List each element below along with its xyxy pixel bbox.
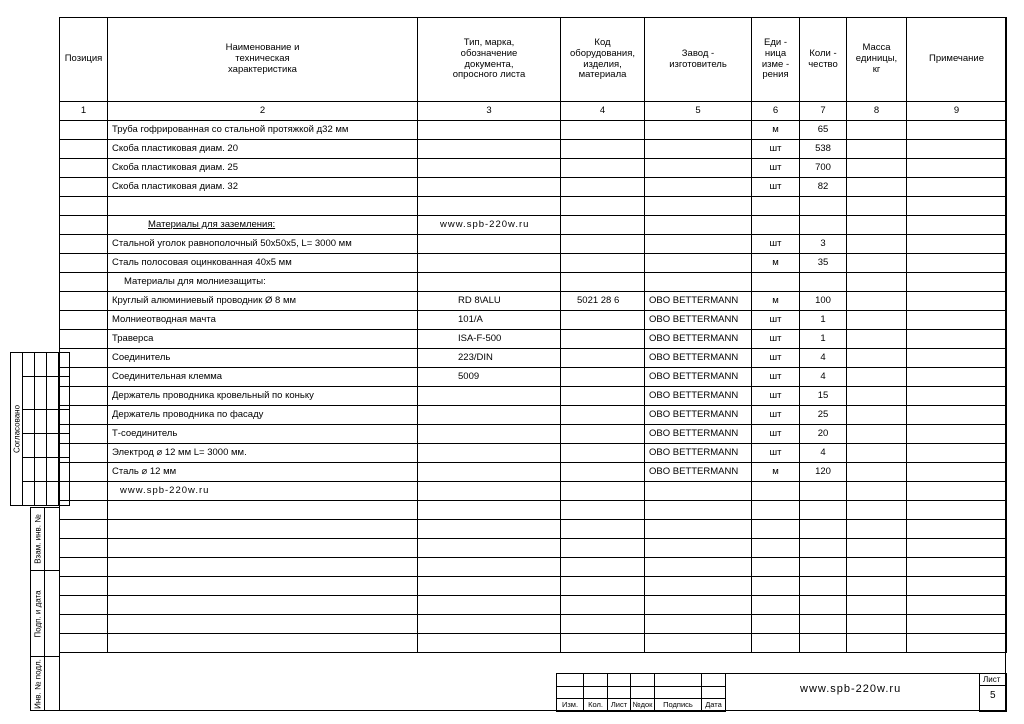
cell-unit: шт [752,406,800,425]
col-header-code: Код оборудования, изделия, материала [561,18,645,102]
cell-name: Электрод ⌀ 12 мм L= 3000 мм. [108,444,418,463]
cell-unit: шт [752,140,800,159]
cell-qty: 20 [800,425,847,444]
cell-name: Сталь ⌀ 12 мм [108,463,418,482]
col-header-position: Позиция [60,18,108,102]
cell-name: Скоба пластиковая диам. 32 [108,178,418,197]
cell-qty: 82 [800,178,847,197]
cell-type: ISA-F-500 [418,330,561,349]
cell-unit: шт [752,178,800,197]
drawing-frame [59,17,1006,711]
cell-name: Материалы для молниезащиты: [108,273,418,292]
col-number: 1 [60,102,108,121]
cell-maker: OBO BETTERMANN [645,425,752,444]
cell-name: Соединительная клемма [108,368,418,387]
cell-type: RD 8\ALU [418,292,561,311]
col-number: 7 [800,102,847,121]
cell-name: Стальной уголок равнополочный 50х50х5, L= 3000 мм [108,235,418,254]
cell-maker: OBO BETTERMANN [645,368,752,387]
cell-name: Круглый алюминиевый проводник Ø 8 мм [108,292,418,311]
stamp-label-date: Дата [702,699,726,712]
cell-name: Держатель проводника по фасаду [108,406,418,425]
col-number: 4 [561,102,645,121]
cell-name: Скоба пластиковая диам. 20 [108,140,418,159]
cell-unit: м [752,463,800,482]
col-number: 3 [418,102,561,121]
cell-unit: шт [752,235,800,254]
cell-qty: 35 [800,254,847,273]
cell-name: Молниеотводная мачта [108,311,418,330]
sheet-number: 5 [990,690,996,701]
col-header-type: Тип, марка, обозначение документа, опросного листа [418,18,561,102]
col-header-mass: Масса единицы, кг [847,18,907,102]
cell-maker: OBO BETTERMANN [645,463,752,482]
cell-qty: 700 [800,159,847,178]
stamp-label-list: Лист [608,699,631,712]
cell-maker: OBO BETTERMANN [645,349,752,368]
cell-maker: OBO BETTERMANN [645,387,752,406]
cell-name: Скоба пластиковая диам. 25 [108,159,418,178]
stamp-label-signature: Подпись [655,699,702,712]
cell-unit: шт [752,368,800,387]
cell-maker: OBO BETTERMANN [645,292,752,311]
cell-unit: шт [752,159,800,178]
cell-type: www.spb-220w.ru [418,216,561,235]
cell-maker: OBO BETTERMANN [645,330,752,349]
cell-unit: м [752,292,800,311]
cell-name: Труба гофрированная со стальной протяжкой д32 мм [108,121,418,140]
cell-type: 5009 [418,368,561,387]
col-header-maker: Завод - изготовитель [645,18,752,102]
col-number: 2 [108,102,418,121]
cell-qty: 100 [800,292,847,311]
cell-maker: OBO BETTERMANN [645,444,752,463]
col-header-qty: Коли - чество [800,18,847,102]
cell-qty: 65 [800,121,847,140]
stamp-label-ndok: №док [631,699,655,712]
col-header-name: Наименование и техническая характеристика [108,18,418,102]
cell-qty: 538 [800,140,847,159]
cell-name: Траверса [108,330,418,349]
cell-type: 101/A [418,311,561,330]
cell-unit: шт [752,425,800,444]
cell-code: 5021 28 6 [561,292,645,311]
sign-date-cell [31,571,45,657]
cell-unit: шт [752,444,800,463]
col-header-note: Примечание [907,18,1007,102]
stamp-label-izm: Изм. [557,699,584,712]
col-header-unit: Еди - ница изме - рения [752,18,800,102]
stamp-label-kol: Кол. [584,699,608,712]
inv-podl-label: Инв. № подл. [33,658,42,709]
inventory-stamp [30,507,60,711]
cell-maker: OBO BETTERMANN [645,406,752,425]
cell-unit: шт [752,349,800,368]
cell-qty: 4 [800,444,847,463]
sheet-label: Лист [983,675,1001,684]
cell-maker: OBO BETTERMANN [645,311,752,330]
cell-qty: 4 [800,349,847,368]
cell-qty: 4 [800,368,847,387]
cell-name: www.spb-220w.ru [108,482,418,501]
col-number: 8 [847,102,907,121]
cell-name: Т-соединитель [108,425,418,444]
inv-podl-cell [31,657,45,711]
cell-qty: 3 [800,235,847,254]
cell-unit: шт [752,311,800,330]
cell-qty: 1 [800,330,847,349]
cell-name: Материалы для заземления: [108,216,418,235]
cell-unit: шт [752,387,800,406]
cell-type: 223/DIN [418,349,561,368]
inv-vzam-label: Взам. инв. № [33,514,42,564]
cell-qty: 25 [800,406,847,425]
cell-name: Сталь полосовая оцинкованная 40х5 мм [108,254,418,273]
sign-date-label: Подп. и дата [33,589,42,638]
cell-qty: 15 [800,387,847,406]
title-block-watermark: www.spb-220w.ru [800,683,902,695]
cell-name: Держатель проводника кровельный по коньку [108,387,418,406]
agreed-label-cell [11,353,23,506]
cell-unit: шт [752,330,800,349]
cell-name: Соединитель [108,349,418,368]
cell-qty: 1 [800,311,847,330]
cell-qty: 120 [800,463,847,482]
col-number: 9 [907,102,1007,121]
cell-unit: м [752,254,800,273]
cell-unit: м [752,121,800,140]
col-number: 5 [645,102,752,121]
inv-vzam-cell [31,508,45,571]
col-number: 6 [752,102,800,121]
agreed-label: Согласовано [12,404,21,454]
